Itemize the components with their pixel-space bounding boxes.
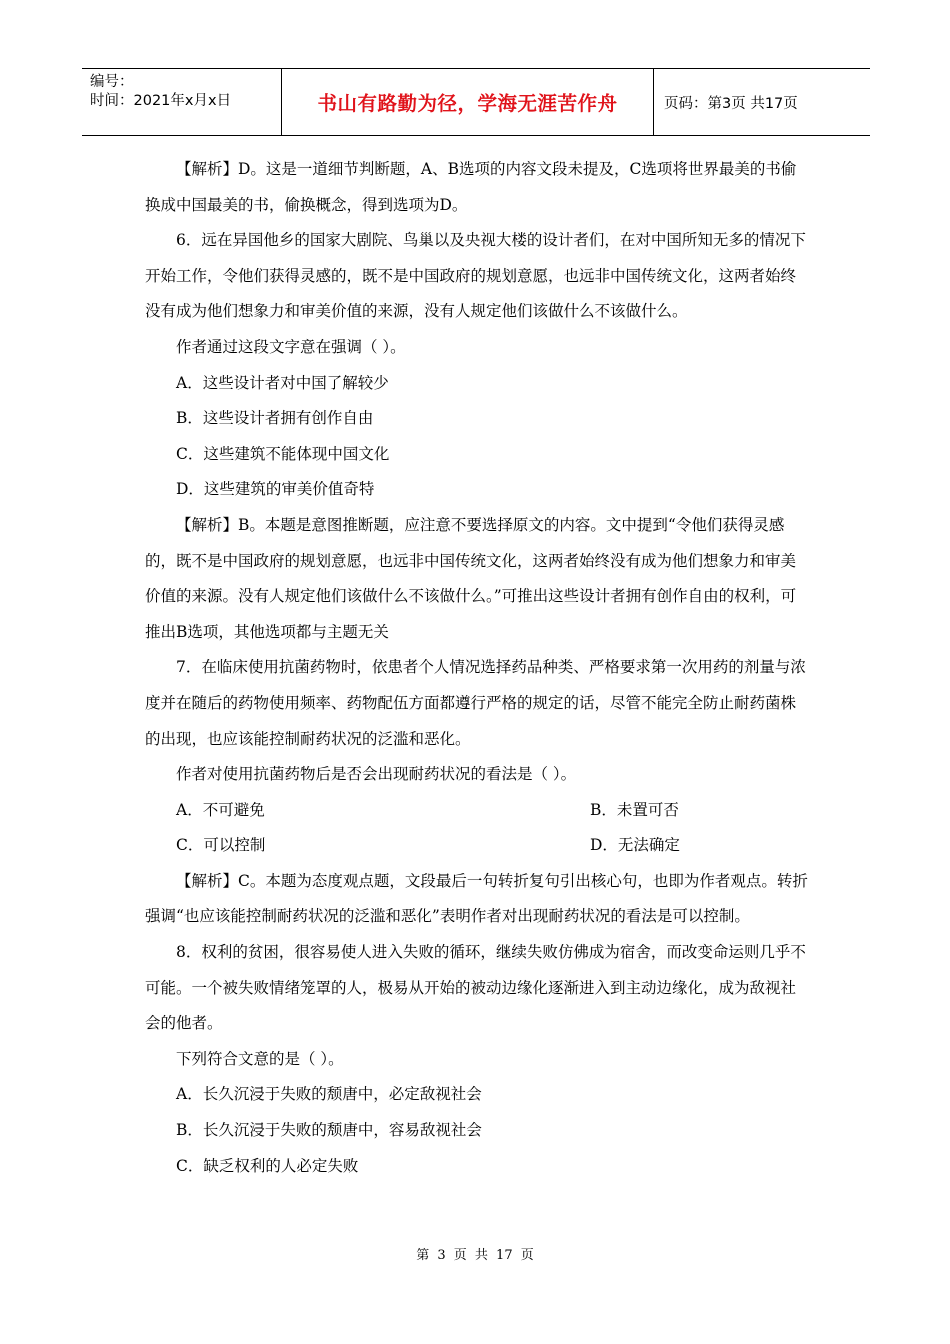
option-b: B．这些设计者拥有创作自由	[176, 409, 374, 428]
question-6-prompt: 作者通过这段文字意在强调（ ）。	[176, 337, 406, 356]
question-7-prompt: 作者对使用抗菌药物后是否会出现耐药状况的看法是（ ）。	[176, 765, 577, 784]
option-a: A．不可避免	[176, 800, 265, 819]
option-b: B．长久沉浸于失败的颓唐中，容易敌视社会	[176, 1121, 482, 1140]
question-8-prompt: 下列符合文意的是（ ）。	[176, 1049, 344, 1068]
question-6: 6．远在异国他乡的国家大剧院、鸟巢以及央视大楼的设计者们，在对中国所知无多的情况下开始工作，令他们获得灵感的，既不是中国政府的规划意愿，也远非中国传统文化，这两者始终没有成为他们想象力和审美价值的来源，没有人规定他们该做什么不该做什么。	[145, 231, 806, 321]
analysis-6: 【解析】B。本题是意图推断题，应注意不要选择原文的内容。文中提到“令他们获得灵感的，既不是中国政府的规划意愿，也远非中国传统文化，这两者始终没有成为他们想象力和审美价值的来源。没有人规定他们该做什么不该做什么。”可推出这些设计者拥有创作自由的权利，可推出B选项，其他选项都与主题无关	[145, 515, 797, 641]
option-c: C．这些建筑不能体现中国文化	[176, 444, 390, 463]
option-d: D．这些建筑的审美价值奇特	[176, 480, 375, 499]
header-motto: 书山有路勤为径，学海无涯苦作舟	[282, 69, 654, 135]
document-body	[145, 152, 810, 1184]
code-label: 编号：	[90, 74, 134, 90]
options-row	[145, 828, 810, 864]
page-header	[82, 68, 870, 136]
analysis-7: 【解析】C。本题为态度观点题，文段最后一句转折复句引出核心句，也即为作者观点。转折强调“也应该能控制耐药状况的泛滥和恶化”表明作者对出现耐药状况的看法是可以控制。	[145, 871, 808, 926]
header-page-label: 页码：第3页 共17页	[664, 95, 798, 112]
date-label: 时间：2021年x月x日	[90, 93, 232, 109]
option-a: A．长久沉浸于失败的颓唐中，必定敌视社会	[176, 1085, 482, 1104]
header-meta	[82, 69, 282, 135]
options-row	[145, 793, 810, 829]
page-footer: 第 3 页 共 17 页	[416, 1248, 534, 1263]
option-d: D．无法确定	[590, 836, 680, 855]
question-8: 8．权利的贫困，很容易使人进入失败的循环，继续失败仿佛成为宿舍，而改变命运则几乎不可能。一个被失败情绪笼罩的人，极易从开始的被动边缘化逐渐进入到主动边缘化，成为敌视社会的他者。	[145, 943, 806, 1033]
option-c: C．缺乏权利的人必定失败	[176, 1156, 359, 1175]
paragraph: 【解析】D。这是一道细节判断题，A、B选项的内容文段未提及，C选项将世界最美的书偷换成中国最美的书，偷换概念，得到选项为D。	[145, 160, 797, 214]
option-c: C．可以控制	[176, 836, 266, 855]
option-b: B．未置可否	[590, 800, 679, 819]
question-7: 7．在临床使用抗菌药物时，依患者个人情况选择药品种类、严格要求第一次用药的剂量与浓度并在随后的药物使用频率、药物配伍方面都遵行严格的规定的话，尽管不能完全防止耐药菌株的出现，也应该能控制耐药状况的泛滥和恶化。	[145, 658, 806, 748]
option-a: A．这些设计者对中国了解较少	[176, 373, 389, 392]
